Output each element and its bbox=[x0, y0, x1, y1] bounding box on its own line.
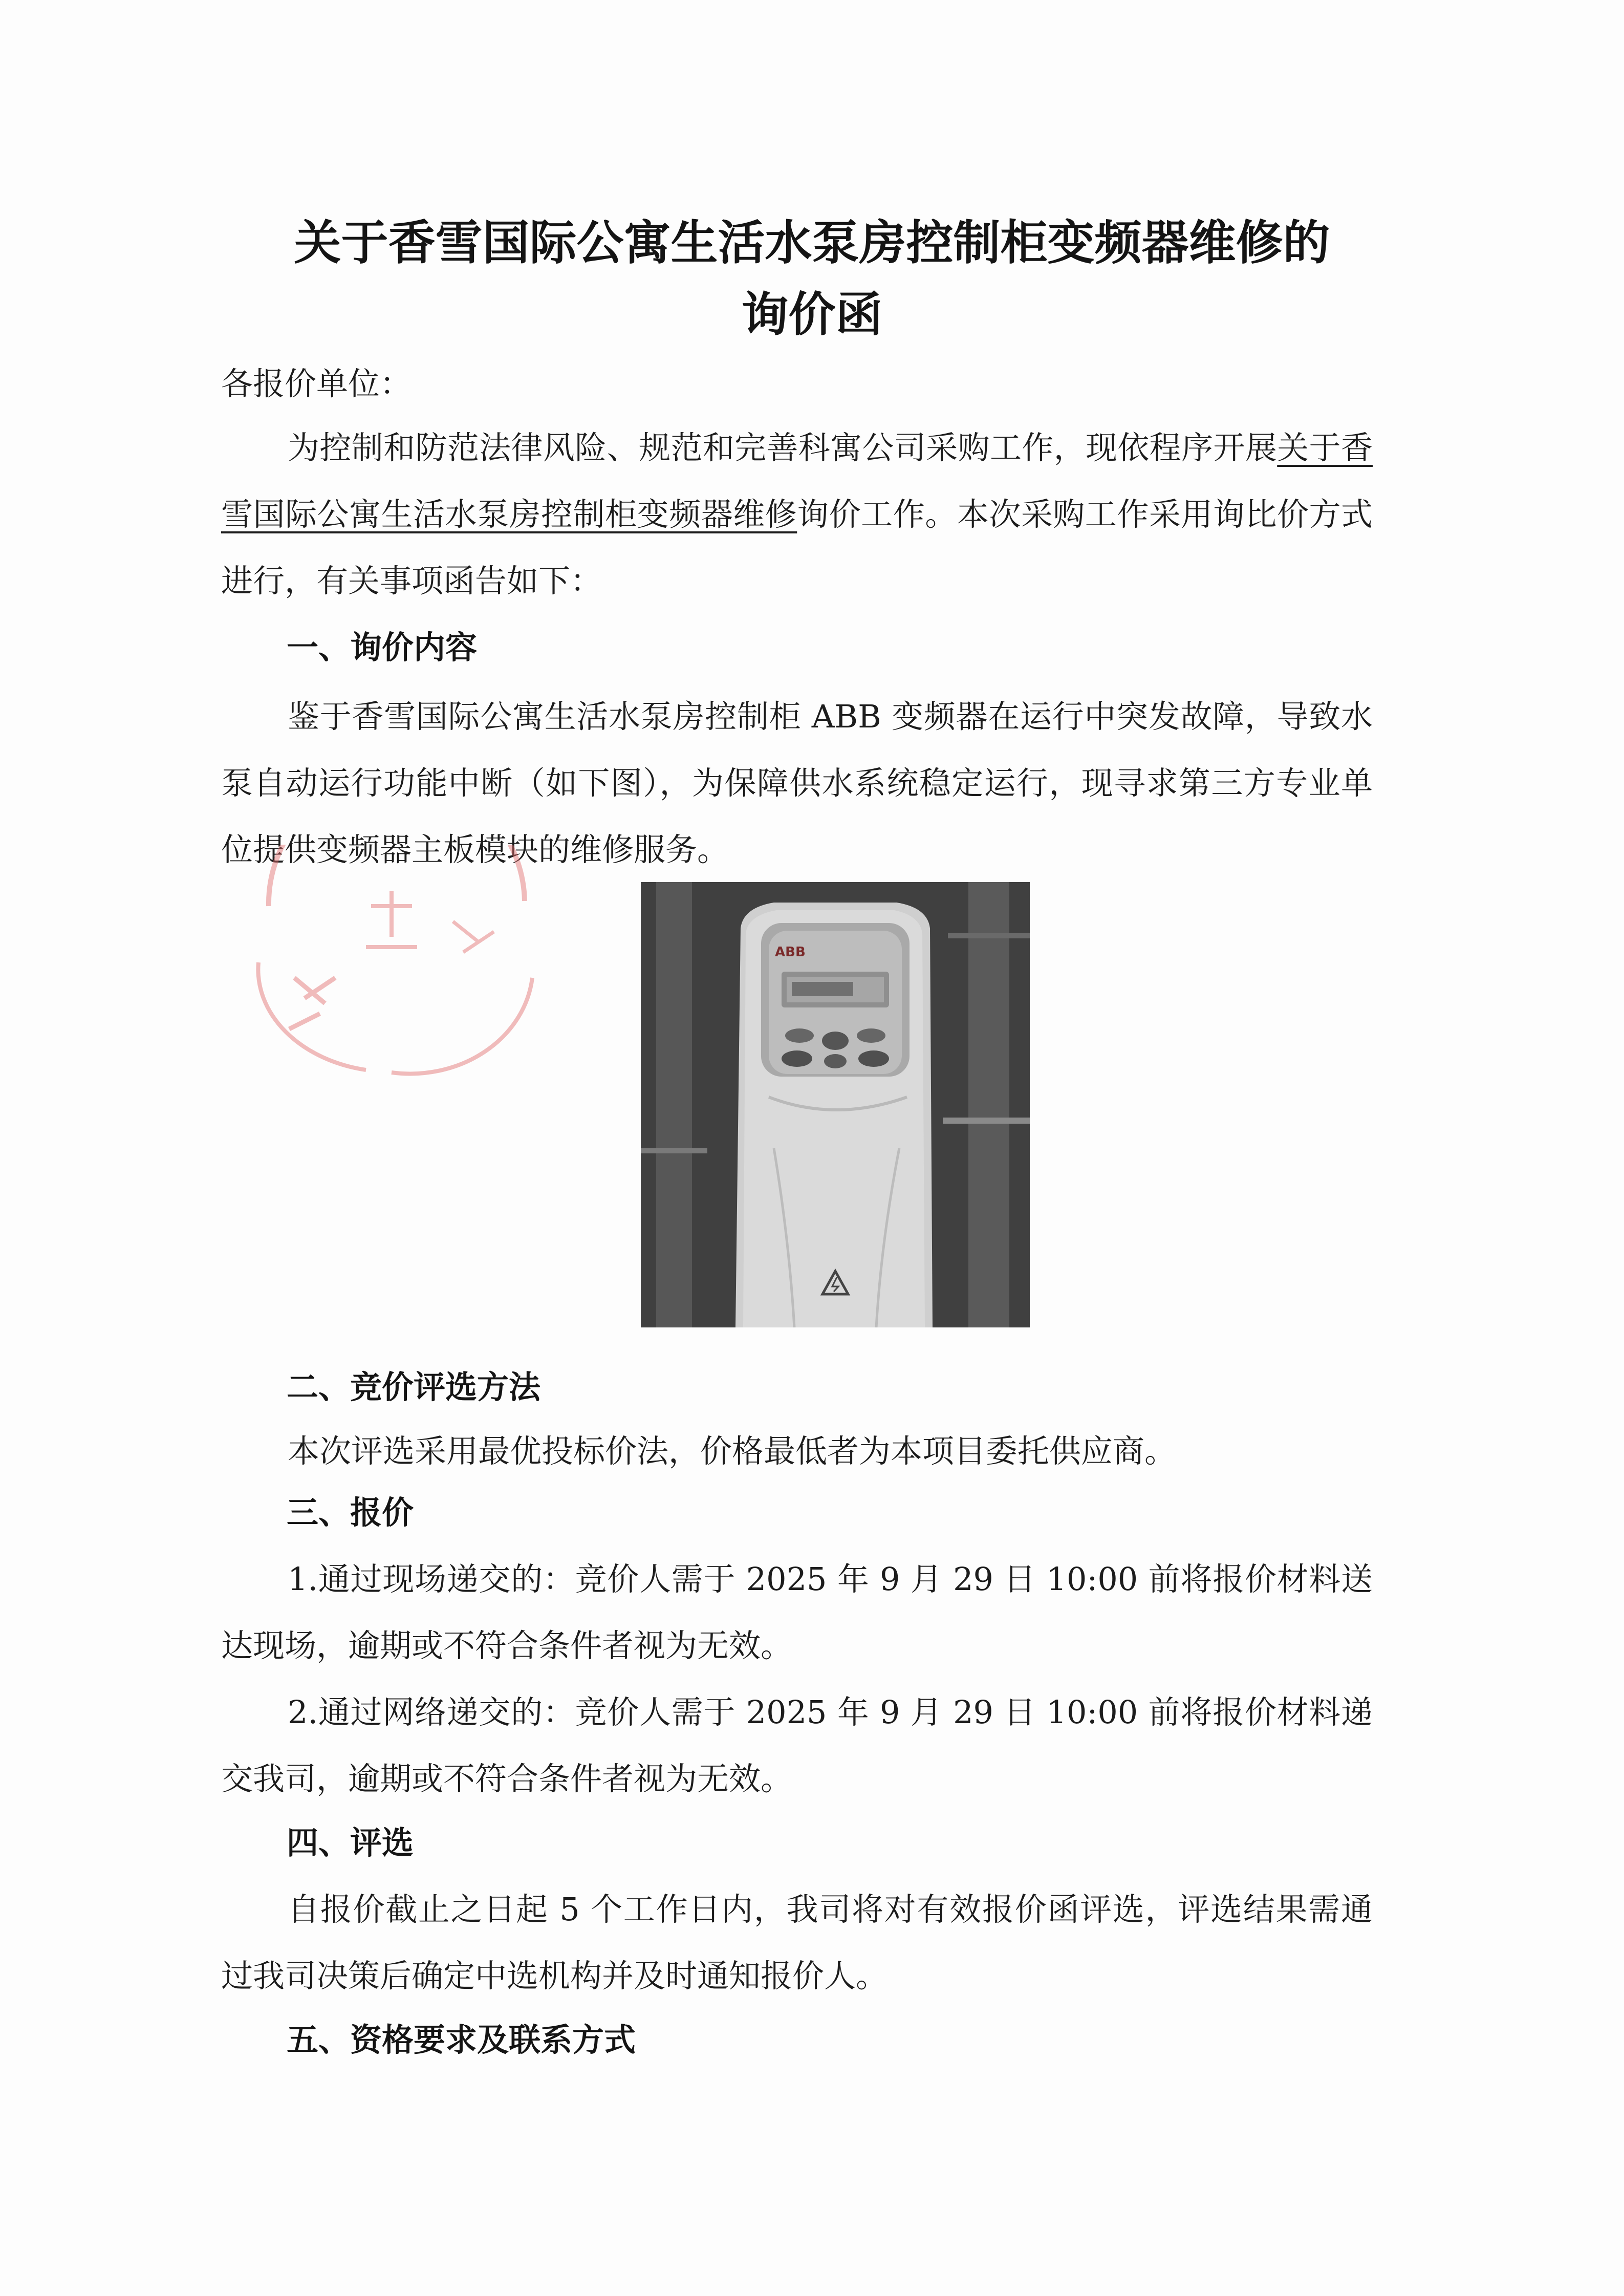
section-2-text: 本次评选采用最优投标价法，价格最低者为本项目委托供应商。 bbox=[288, 1432, 1177, 1470]
section-2-heading: 二、竞价评选方法 bbox=[287, 1368, 541, 1406]
seal-stamp bbox=[238, 845, 555, 1085]
section-5-heading: 五、资格要求及联系方式 bbox=[287, 2021, 636, 2058]
intro-paragraph bbox=[221, 415, 1373, 614]
title-line-2: 询价函 bbox=[741, 287, 883, 342]
section-3-item-2: 2.通过网络递交的：竞价人需于 2025 年 9 月 29 日 10:00 前将报价材料递交我司，逾期或不符合条件者视为无效。 bbox=[221, 1693, 1373, 1797]
photo-brand-label: ABB bbox=[775, 945, 806, 960]
section-4-heading: 四、评选 bbox=[287, 1824, 414, 1861]
section-1-text: 鉴于香雪国际公寓生活水泵房控制柜 ABB 变频器在运行中突发故障，导致水泵自动运行功能中断（如下图），为保障供水系统稳定运行，现寻求第三方专业单位提供变频器主板模块的维修服务。 bbox=[221, 698, 1373, 868]
intro-text-after: 询价工作。本次采购工作采用询比价方式进行，有关事项函告如下： bbox=[221, 496, 1373, 599]
section-3-heading: 三、报价 bbox=[287, 1494, 414, 1531]
inverter-photo bbox=[641, 882, 1030, 1327]
intro-project-name: 关于香雪国际公寓生活水泵房控制柜变频器维修 bbox=[221, 429, 1373, 533]
section-1-heading: 一、询价内容 bbox=[287, 629, 478, 666]
section-3-item-1: 1.通过现场递交的：竞价人需于 2025 年 9 月 29 日 10:00 前将报价材料送达现场，逾期或不符合条件者视为无效。 bbox=[221, 1560, 1373, 1664]
section-4-text: 自报价截止之日起 5 个工作日内，我司将对有效报价函评选，评选结果需通过我司决策后确定中选机构并及时通知报价人。 bbox=[221, 1891, 1373, 1994]
intro-text-before: 为控制和防范法律风险、规范和完善科寓公司采购工作，现依程序开展 bbox=[288, 429, 1277, 466]
greeting: 各报价单位： bbox=[221, 365, 412, 402]
title-line-1: 关于香雪国际公寓生活水泵房控制柜变频器维修的 bbox=[294, 216, 1330, 270]
